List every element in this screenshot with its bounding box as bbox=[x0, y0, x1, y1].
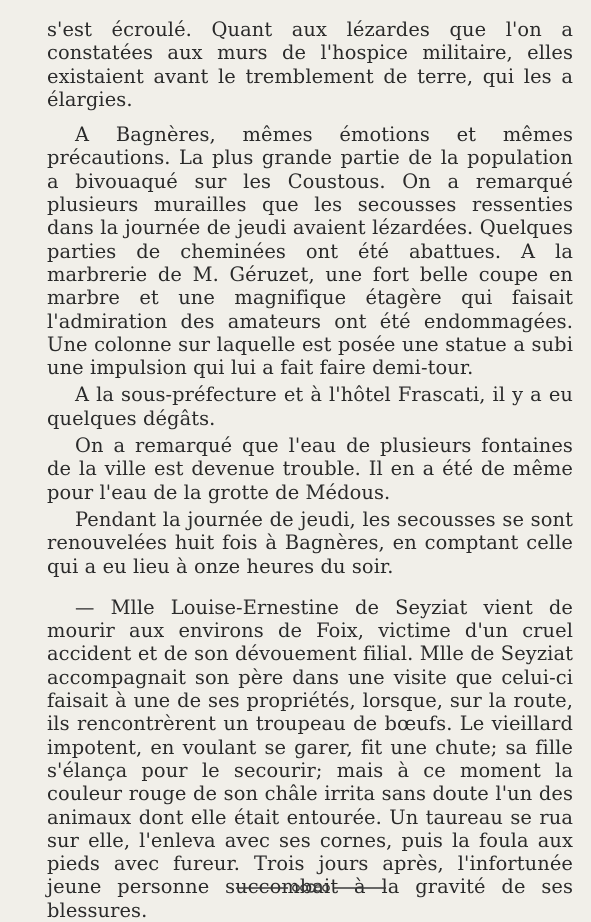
ornament-icon bbox=[236, 880, 386, 896]
paragraph-collapse-continuation: s'est écroulé. Quant aux lézardes que l'on a constatées aux murs de l'hospice militaire, elles existaient avant le tremblement de terre, qui les a élargies. bbox=[47, 18, 573, 111]
paragraph-bagneres: A Bagnères, mêmes émotions et mêmes précautions. La plus grande partie de la population a bivouaqué sur les Coustous. On a remarqué plusieurs murailles que les secousses ressenties dans la journée de jeudi avaient lézardées. Quelques parties de cheminées ont été abattues. A la marbrerie de M. Géruzet, une fort belle coupe en marbre et une magnifique étagère qui faisait l'admiration des amateurs ont été endommagées. Une colonne sur laquelle est posée une statue a subi une impulsion qui lui a fait faire demi-tour. bbox=[47, 123, 573, 380]
section-divider-ornament bbox=[236, 880, 386, 896]
paragraph-seyziat-accident: — Mlle Louise-Ernestine de Seyziat vient de mourir aux environs de Foix, victime d'un cruel accident et de son dévouement filial. Mlle de Seyziat accompagnait son père dans une visite que celui-ci faisait à une de ses propriétés, lorsque, sur la route, ils rencontrèrent un troupeau de bœufs. Le vieillard impotent, en voulant se garer, fit une chute; sa fille s'élança pour le secourir; mais à ce moment la couleur rouge de son châle irrita sans doute l'un des animaux dont elle était entourée. Un taureau se rua sur elle, l'enleva avec ses cornes, puis la foula aux pieds avec fureur. Trois jours après, l'infortunée jeune personne succombait à la gravité de ses blessures. bbox=[47, 595, 573, 922]
paragraph-sous-prefecture: A la sous-préfecture et à l'hôtel Frascati, il y a eu quelques dégâts. bbox=[47, 383, 573, 430]
paragraph-fontaines: On a remarqué que l'eau de plusieurs fontaines de la ville est devenue trouble. Il en a été de même pour l'eau de la grotte de Médous. bbox=[47, 434, 573, 504]
paragraph-secousses: Pendant la journée de jeudi, les secousses se sont renouvelées huit fois à Bagnères, en comptant celle qui a eu lieu à onze heures du soir. bbox=[47, 507, 573, 578]
article-column bbox=[47, 18, 573, 922]
